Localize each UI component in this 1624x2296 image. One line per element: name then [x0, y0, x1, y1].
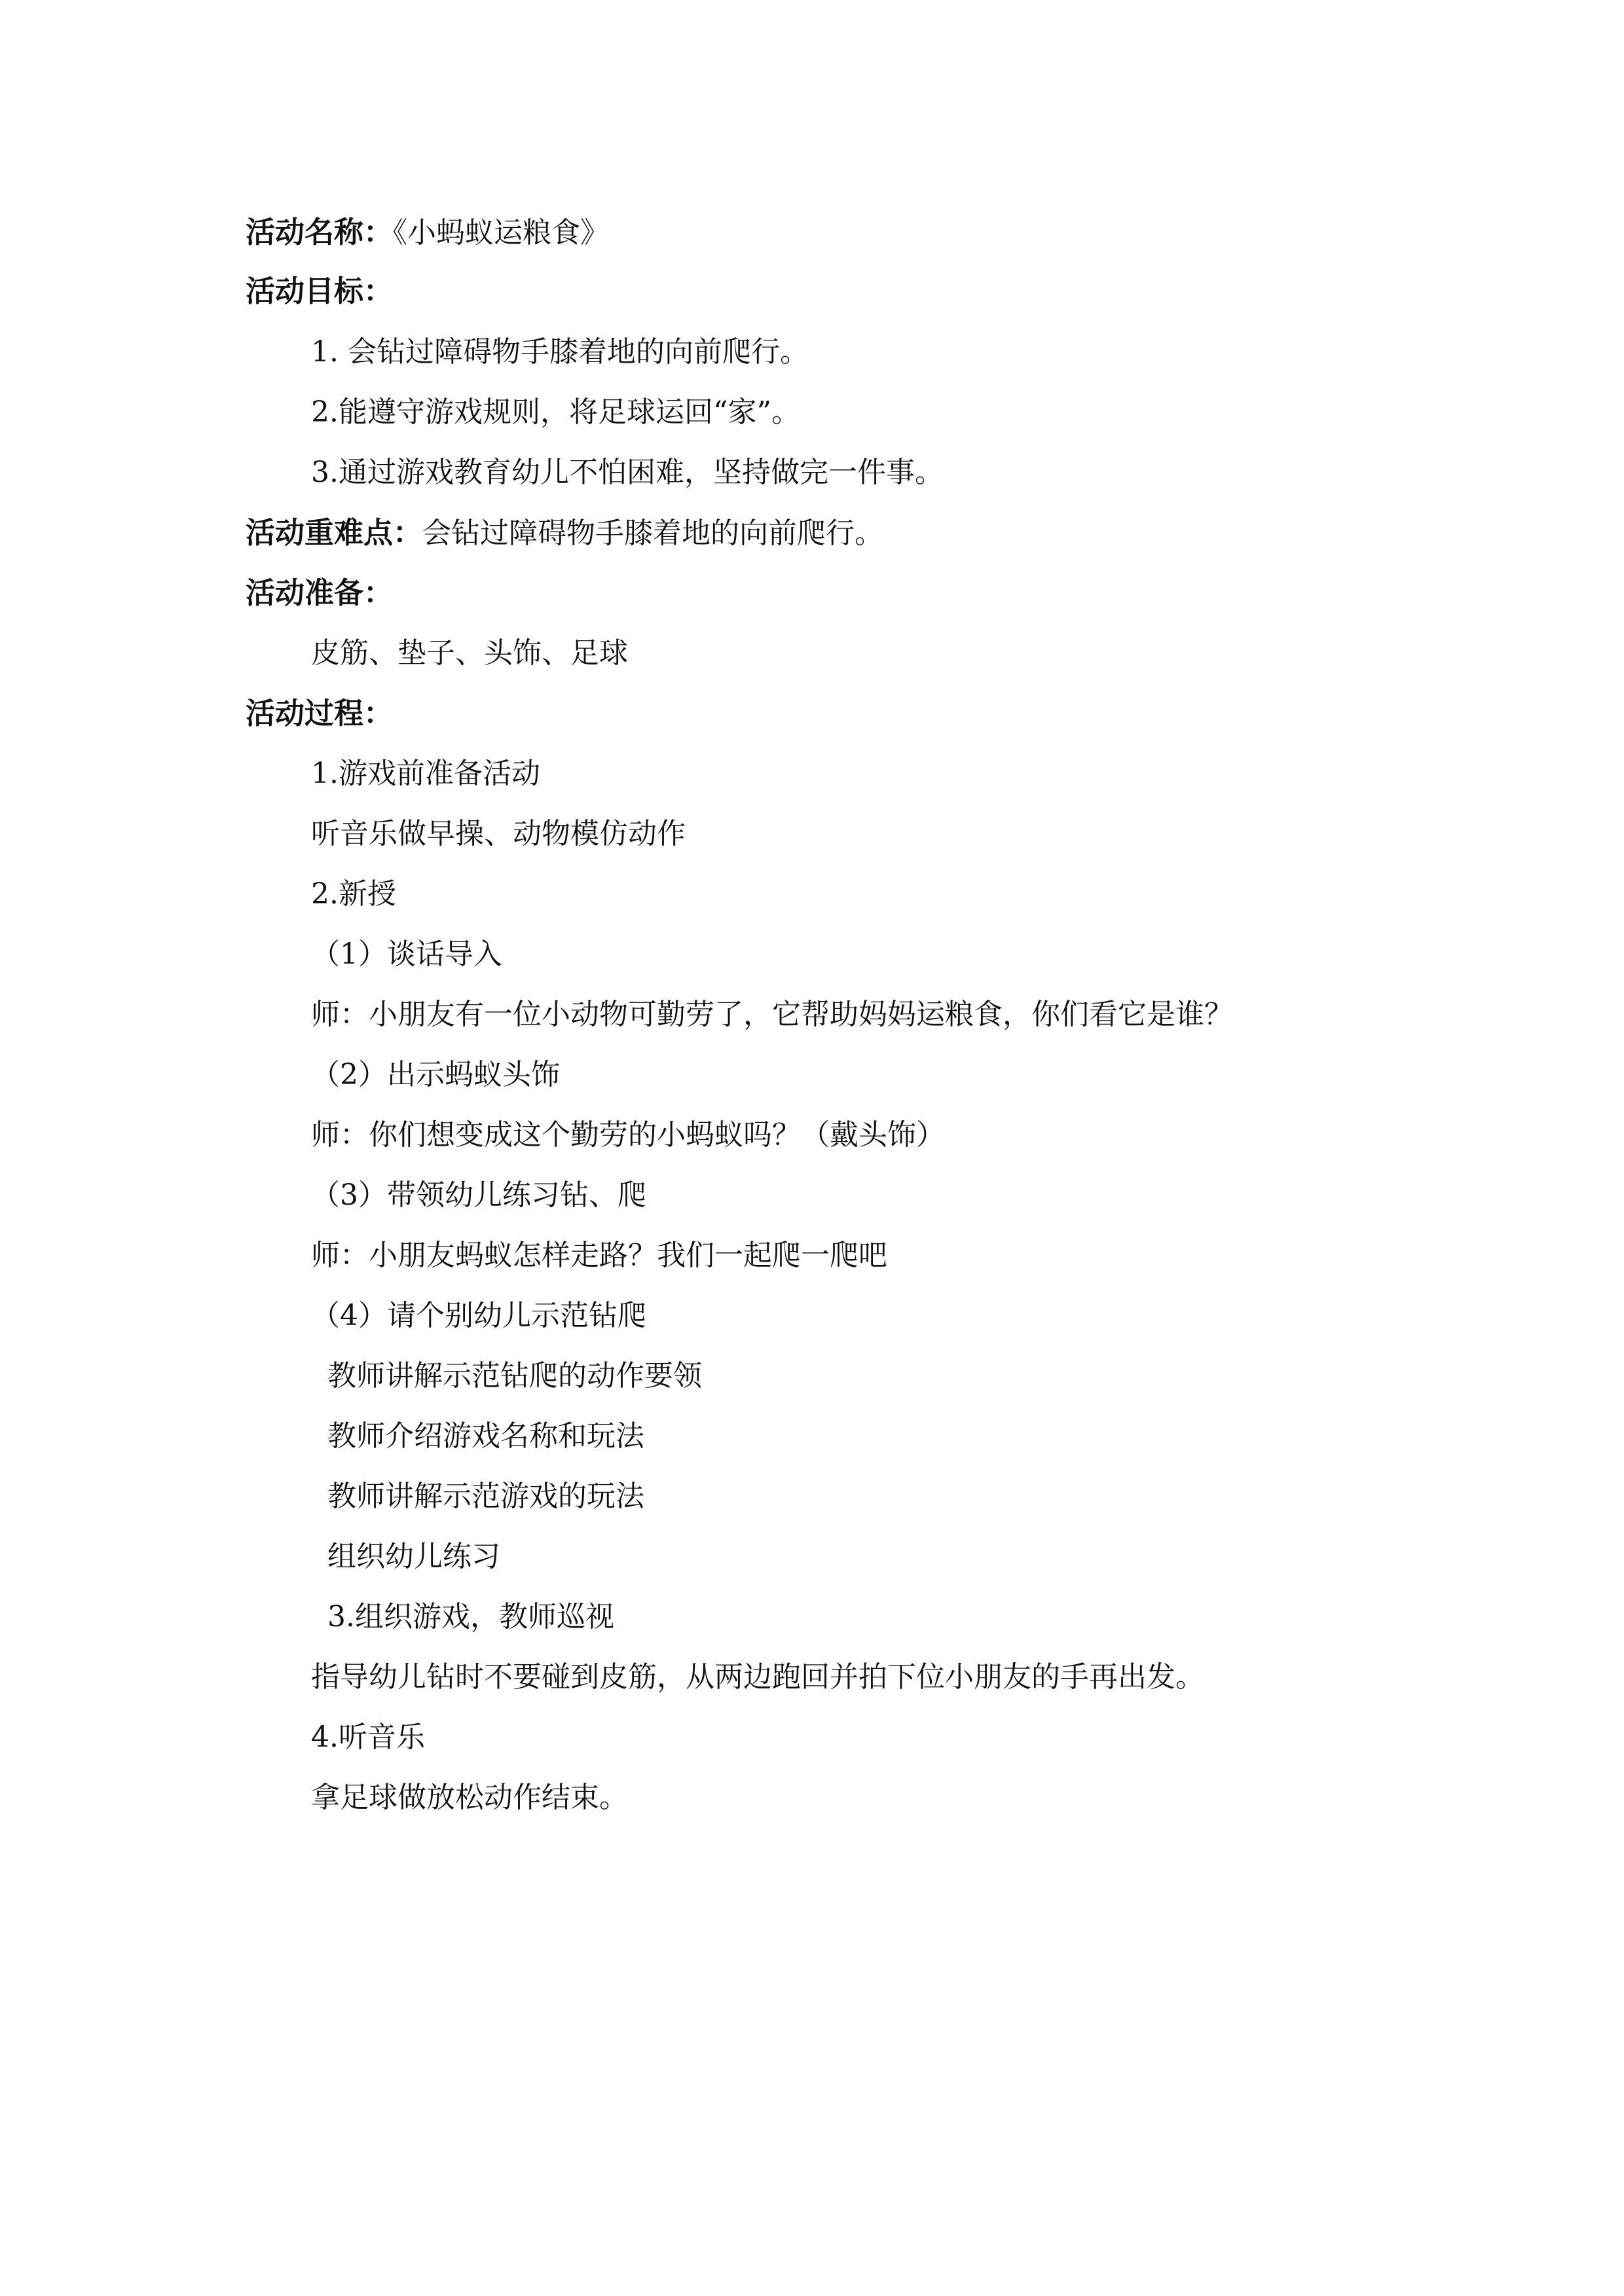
process-line: 拿足球做放松动作结束。 — [311, 1781, 628, 1814]
goal-item-2: 2.能遵守游戏规则，将足球运回“家”。 — [311, 395, 800, 429]
goals-label: 活动目标： — [246, 274, 394, 308]
goals-heading — [246, 272, 393, 312]
process-heading — [246, 694, 393, 734]
process-line: 师：小朋友有一位小动物可勤劳了，它帮助妈妈运粮食，你们看它是谁？ — [311, 998, 1233, 1031]
process-line: 师：小朋友蚂蚁怎样走路？我们一起爬一爬吧 — [311, 1239, 887, 1272]
process-line: 教师介绍游戏名称和玩法 — [327, 1419, 644, 1453]
preparation-label: 活动准备： — [246, 575, 394, 610]
process-line: 听音乐做早操、动物模仿动作 — [311, 817, 686, 850]
process-line: 4.听音乐 — [311, 1721, 425, 1754]
process-line: 2.新授 — [311, 877, 396, 911]
process-line: 教师讲解示范钻爬的动作要领 — [327, 1359, 702, 1393]
process-line: （1）谈话导入 — [311, 938, 502, 971]
process-line: （2）出示蚂蚁头饰 — [311, 1058, 560, 1091]
preparation-value: 皮筋、垫子、头饰、足球 — [311, 636, 628, 670]
key-point-value: 会钻过障碍物手膝着地的向前爬行。 — [422, 517, 884, 550]
process-line: 1.游戏前准备活动 — [311, 757, 540, 790]
goal-item-3: 3.通过游戏教育幼儿不怕困难，坚持做完一件事。 — [311, 456, 944, 489]
process-line: （3）带领幼儿练习钻、爬 — [311, 1178, 646, 1212]
activity-name-label: 活动名称： — [246, 215, 394, 249]
process-label: 活动过程： — [246, 696, 394, 731]
key-point-label: 活动重难点： — [246, 515, 423, 550]
preparation-heading — [246, 574, 393, 613]
goal-item-1: 1. 会钻过障碍物手膝着地的向前爬行。 — [311, 335, 809, 369]
activity-name-value: 《小蚂蚁运粮食》 — [393, 216, 610, 249]
process-line: 组织幼儿练习 — [327, 1540, 500, 1573]
key-point-line — [246, 513, 883, 553]
process-line: 教师讲解示范游戏的玩法 — [327, 1480, 644, 1513]
process-line: （4）请个别幼儿示范钻爬 — [311, 1299, 646, 1332]
process-line: 指导幼儿钻时不要碰到皮筋，从两边跑回并拍下位小朋友的手再出发。 — [311, 1660, 1204, 1694]
activity-name-line — [246, 213, 609, 253]
process-line: 师：你们想变成这个勤劳的小蚂蚁吗？（戴头饰） — [311, 1118, 945, 1152]
process-line: 3.组织游戏，教师巡视 — [327, 1600, 614, 1633]
